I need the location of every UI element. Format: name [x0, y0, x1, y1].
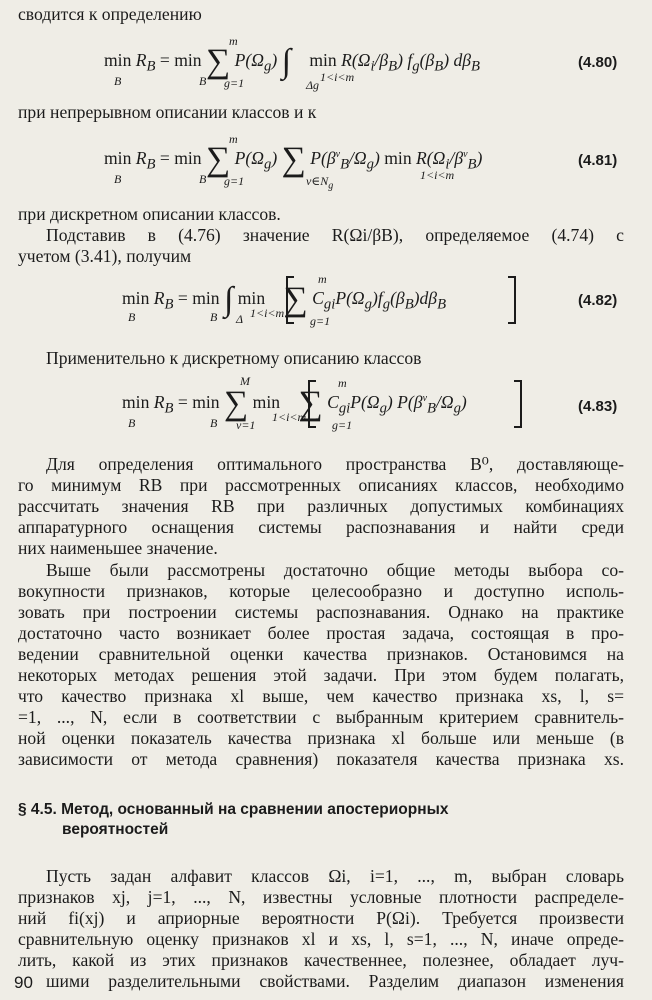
text-line: некоторых методах решения этой задачи. При этом будем полагать,: [18, 665, 624, 685]
text-line: сравнительную оценку признаков xl и xs, l, s=1, ..., N, иначе опреде-: [18, 929, 624, 949]
equation-number: (4.82): [578, 292, 618, 309]
text-line: Применительно к дискретному описанию классов: [46, 348, 422, 368]
text-line: при дискретном описании классов.: [18, 204, 281, 224]
text-line: ний fi(xj) и априорные вероятности P(Ωi). Требуется произвести: [18, 908, 624, 928]
text-line: достаточно часто возникает более простая задача, состоящая в про-: [18, 623, 624, 643]
text-line: признаков xj, j=1, ..., N, известны условные плотности распределе-: [18, 887, 624, 907]
text-line: Для определения оптимального пространства B⁰, доставляюще-: [46, 454, 624, 474]
text-line: зовать при построении системы распознавания. Однако на практике: [18, 602, 624, 622]
text-line: =1, ..., N, если в соответствии с выбранным критерием сравнитель-: [18, 707, 624, 727]
text-line: сводится к определению: [18, 4, 202, 24]
equation-4-80: $\min R_B = \min$ ∑ $P(\Omega_g)$ ∫ $\min R(\Omega_i/\beta_B)$ $f_g(\beta_B)$ $d\beta_B$ B B m g=1 Δg 1<i<m (4.80): [104, 34, 618, 92]
text-line: что качество признака xl выше, чем качество признака xs, l, s=: [18, 686, 624, 706]
text-line: них наименьшее значение.: [18, 538, 218, 558]
text-line: при непрерывном описании классов и к: [18, 102, 317, 122]
text-line: лить, какой из этих признаков качественнее, полезнее, обладает луч-: [18, 950, 624, 970]
text-line: ведении сравнительной оценки качества признаков. Остановимся на: [18, 644, 624, 664]
equation-4-83: $\min R_B = \min$ ∑ min ∑ $C_{gi}P(\Omega_g)$ $P(\beta^\nu_B/\Omega_g)$ B B M ν=1 1<i<m m g=1 (4.83): [122, 374, 618, 432]
text-line: аппаратурного оснащения системы распознавания и найти среди: [18, 517, 624, 537]
text-line: Выше были рассмотрены достаточно общие методы выбора со-: [46, 560, 624, 580]
section-heading: вероятностей: [62, 821, 169, 838]
text-line: учетом (3.41), получим: [18, 246, 192, 266]
text-line: ной оценки показатель качества признака xl больше или меньше (в: [18, 728, 624, 748]
equation-number: (4.80): [578, 54, 618, 71]
text-line: зависимости от метода сравнения) показателя качества признака xs.: [18, 749, 624, 769]
equation-4-82: $\min R_B = \min$ ∫ min ∑ $C_{gi}P(\Omega_g)f_g(\beta_B)d\beta_B$ B B Δ 1<i<m m g=1 (4.82): [122, 272, 618, 328]
section-heading: § 4.5. Метод, основанный на сравнении апостериорных: [18, 801, 449, 818]
text-line: го минимум RB при рассмотренных описаниях классов, необходимо: [18, 475, 624, 495]
text-line: шими разделительными свойствами. Разделим диапазон изменения: [46, 971, 624, 991]
text-line: Подставив в (4.76) значение R(Ωi/βB), определяемое (4.74) с: [46, 225, 624, 245]
equation-4-81: $\min R_B = \min$ ∑ $P(\Omega_g)$ ∑ $P(\beta^\nu_B/\Omega_g)$ $\min R(\Omega_i/\beta^\nu_B)$ B B m g=1 $\nu\in N_g$ 1<i<m (4.81): [104, 132, 618, 192]
equation-number: (4.83): [578, 398, 618, 415]
text-line: рассчитать значения RB при различных допустимых комбинациях: [18, 496, 624, 516]
page-number: 90: [14, 973, 33, 992]
text-line: Пусть задан алфавит классов Ωi, i=1, ..., m, выбран словарь: [46, 866, 624, 886]
text-line: вокупности признаков, которые целесообразно и доступно исполь-: [18, 581, 624, 601]
equation-number: (4.81): [578, 152, 618, 169]
